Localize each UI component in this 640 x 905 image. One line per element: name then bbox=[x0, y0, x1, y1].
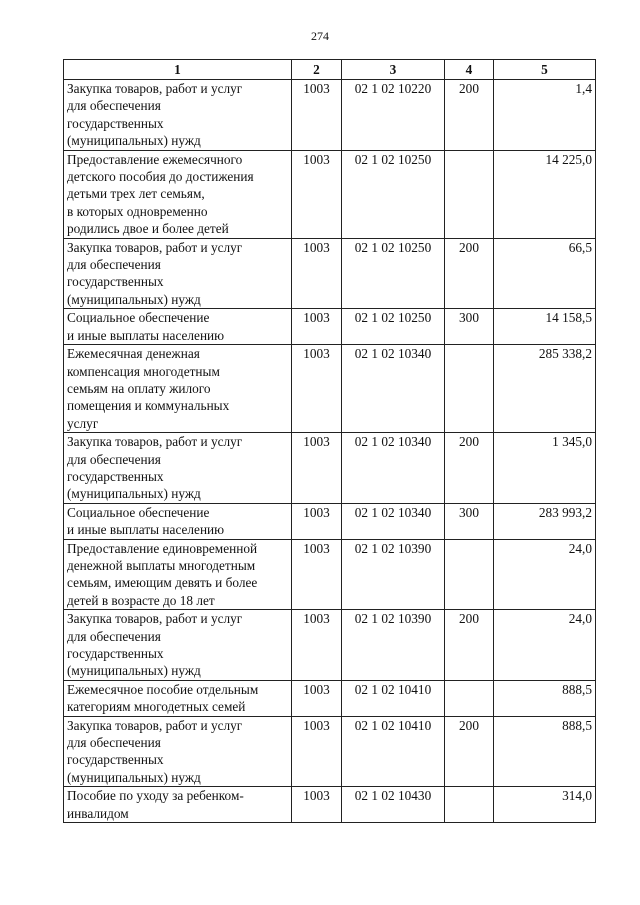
row-name-cell bbox=[64, 433, 292, 504]
row-code-cell: 1003 bbox=[292, 610, 342, 681]
table-row bbox=[64, 610, 596, 681]
row-name-line: Социальное обеспечение bbox=[67, 310, 210, 326]
row-name-line: государственных bbox=[67, 468, 164, 484]
row-name-line: родились двое и более детей bbox=[67, 221, 229, 237]
table-row bbox=[64, 433, 596, 504]
row-name-line: Предоставление единовременной bbox=[67, 540, 258, 556]
row-name-line: семьям, имеющим девять и более bbox=[67, 575, 258, 591]
row-sum-cell: 1 345,0 bbox=[494, 433, 596, 504]
row-sum-cell: 66,5 bbox=[494, 238, 596, 309]
row-vr-cell: 200 bbox=[445, 238, 494, 309]
row-name-line: детского пособия до достижения bbox=[67, 169, 254, 185]
row-vr-cell bbox=[445, 150, 494, 238]
row-name-cell bbox=[64, 309, 292, 345]
row-name-line: государственных bbox=[67, 646, 164, 661]
row-vr-cell bbox=[445, 680, 494, 716]
row-sum-cell: 314,0 bbox=[494, 787, 596, 823]
table-body bbox=[64, 80, 596, 823]
row-code-cell: 1003 bbox=[292, 787, 342, 823]
header-col-3: 3 bbox=[342, 60, 445, 80]
row-sum-cell: 283 993,2 bbox=[494, 503, 596, 539]
row-vr-cell: 300 bbox=[445, 309, 494, 345]
table-row bbox=[64, 503, 596, 539]
row-name-line: Закупка товаров, работ и услуг bbox=[67, 717, 243, 733]
row-name-line: помещения и коммунальных bbox=[67, 398, 230, 414]
header-col-4: 4 bbox=[445, 60, 494, 80]
header-col-2: 2 bbox=[292, 60, 342, 80]
budget-table bbox=[63, 59, 596, 823]
row-sum-cell: 14 225,0 bbox=[494, 150, 596, 238]
table-row bbox=[64, 150, 596, 238]
row-name-line: в которых одновременно bbox=[67, 203, 208, 219]
row-sum-cell: 14 158,5 bbox=[494, 309, 596, 345]
row-csr-cell: 02 1 02 10410 bbox=[342, 716, 445, 787]
row-vr-cell bbox=[445, 787, 494, 823]
row-name-cell bbox=[64, 680, 292, 716]
header-row bbox=[64, 60, 596, 80]
row-name-line: компенсация многодетным bbox=[67, 363, 220, 379]
row-code-cell: 1003 bbox=[292, 345, 342, 433]
row-vr-cell: 200 bbox=[445, 80, 494, 151]
table-row bbox=[64, 345, 596, 433]
row-name-line: для обеспечения bbox=[67, 98, 161, 114]
row-code-cell: 1003 bbox=[292, 680, 342, 716]
row-name-line: категориям многодетных семей bbox=[67, 699, 246, 715]
row-name-cell bbox=[64, 150, 292, 238]
row-name-line: Закупка товаров, работ и услуг bbox=[67, 434, 243, 450]
header-col-5: 5 bbox=[494, 60, 596, 80]
table-row bbox=[64, 309, 596, 345]
row-name-cell bbox=[64, 539, 292, 610]
row-code-cell: 1003 bbox=[292, 503, 342, 539]
table-row bbox=[64, 539, 596, 610]
row-name-line: для обеспечения bbox=[67, 451, 161, 467]
row-name-line: для обеспечения bbox=[67, 257, 161, 273]
row-name-line: Социальное обеспечение bbox=[67, 504, 210, 520]
row-csr-cell: 02 1 02 10340 bbox=[342, 345, 445, 433]
table-header bbox=[64, 60, 596, 80]
row-name-cell bbox=[64, 80, 292, 151]
row-name-line: денежной выплаты многодетным bbox=[67, 557, 256, 573]
row-name-line: (муниципальных) нужд bbox=[67, 486, 201, 502]
row-code-cell: 1003 bbox=[292, 539, 342, 610]
row-name-line: Ежемесячная денежная bbox=[67, 346, 200, 362]
table-row bbox=[64, 680, 596, 716]
row-csr-cell: 02 1 02 10340 bbox=[342, 433, 445, 504]
row-code-cell: 1003 bbox=[292, 716, 342, 787]
row-csr-cell: 02 1 02 10430 bbox=[342, 787, 445, 823]
table-row bbox=[64, 80, 596, 151]
row-vr-cell: 200 bbox=[445, 610, 494, 681]
row-vr-cell bbox=[445, 345, 494, 433]
row-name-cell bbox=[64, 238, 292, 309]
row-code-cell: 1003 bbox=[292, 309, 342, 345]
row-sum-cell: 888,5 bbox=[494, 716, 596, 787]
row-csr-cell: 02 1 02 10220 bbox=[342, 80, 445, 151]
row-sum-cell: 24,0 bbox=[494, 539, 596, 610]
row-name-line: детей в возрасте до 18 лет bbox=[67, 592, 215, 608]
table-row bbox=[64, 787, 596, 823]
row-vr-cell: 200 bbox=[445, 716, 494, 787]
row-name-line: (муниципальных) нужд bbox=[67, 133, 201, 149]
row-name-line: (муниципальных) нужд bbox=[67, 663, 201, 679]
row-sum-cell: 888,5 bbox=[494, 680, 596, 716]
row-name-line: и иные выплаты населению bbox=[67, 522, 225, 538]
row-name-line: детьми трех лет семьям, bbox=[67, 186, 205, 202]
row-name-line: Ежемесячное пособие отдельным bbox=[67, 681, 259, 697]
table-row bbox=[64, 238, 596, 309]
row-name-cell bbox=[64, 716, 292, 787]
row-name-line: государственных bbox=[67, 274, 164, 290]
row-csr-cell: 02 1 02 10390 bbox=[342, 539, 445, 610]
row-vr-cell bbox=[445, 539, 494, 610]
row-sum-cell: 24,0 bbox=[494, 610, 596, 681]
row-csr-cell: 02 1 02 10250 bbox=[342, 150, 445, 238]
row-name-line: государственных bbox=[67, 115, 164, 131]
row-csr-cell: 02 1 02 10250 bbox=[342, 309, 445, 345]
row-name-line: инвалидом bbox=[67, 805, 129, 821]
row-vr-cell: 200 bbox=[445, 433, 494, 504]
row-sum-cell: 1,4 bbox=[494, 80, 596, 151]
row-vr-cell: 300 bbox=[445, 503, 494, 539]
row-name-cell bbox=[64, 345, 292, 433]
row-name-line: государственных bbox=[67, 752, 164, 768]
row-name-line: и иные выплаты населению bbox=[67, 327, 225, 343]
row-name-cell bbox=[64, 610, 292, 681]
row-name-line: Предоставление ежемесячного bbox=[67, 151, 243, 167]
row-csr-cell: 02 1 02 10410 bbox=[342, 680, 445, 716]
row-csr-cell: 02 1 02 10340 bbox=[342, 503, 445, 539]
row-csr-cell: 02 1 02 10250 bbox=[342, 238, 445, 309]
row-name-cell bbox=[64, 503, 292, 539]
row-name-line: Закупка товаров, работ и услуг bbox=[67, 611, 243, 627]
row-name-line: услуг bbox=[67, 415, 99, 431]
row-code-cell: 1003 bbox=[292, 238, 342, 309]
row-name-line: для обеспечения bbox=[67, 628, 161, 644]
row-name-line: Пособие по уходу за ребенком- bbox=[67, 788, 244, 804]
row-name-cell bbox=[64, 787, 292, 823]
row-name-line: (муниципальных) нужд bbox=[67, 769, 201, 785]
row-name-line: для обеспечения bbox=[67, 735, 161, 751]
row-sum-cell: 285 338,2 bbox=[494, 345, 596, 433]
row-code-cell: 1003 bbox=[292, 150, 342, 238]
row-name-line: Закупка товаров, работ и услуг bbox=[67, 239, 243, 255]
row-code-cell: 1003 bbox=[292, 80, 342, 151]
row-name-line: (муниципальных) нужд bbox=[67, 291, 201, 307]
row-csr-cell: 02 1 02 10390 bbox=[342, 610, 445, 681]
row-name-line: семьям на оплату жилого bbox=[67, 380, 211, 396]
row-name-line: Закупка товаров, работ и услуг bbox=[67, 81, 243, 96]
table-row bbox=[64, 716, 596, 787]
page-number: 274 bbox=[311, 29, 329, 43]
header-col-1: 1 bbox=[64, 60, 292, 80]
row-code-cell: 1003 bbox=[292, 433, 342, 504]
